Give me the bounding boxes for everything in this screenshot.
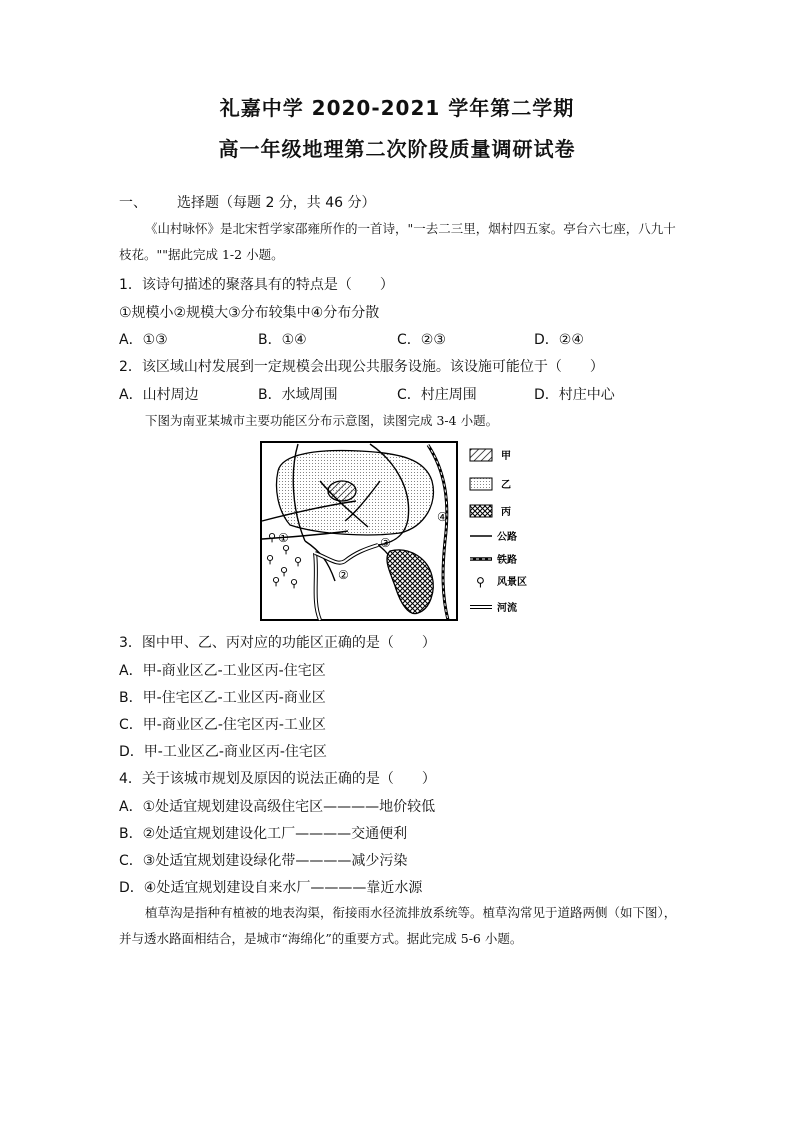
option-b: B．①④ — [258, 332, 307, 348]
marker-1: ① — [278, 531, 289, 545]
option-d: D．村庄中心 — [534, 387, 615, 403]
question-3-option-c: C．甲-商业区乙-住宅区丙-工业区 — [119, 717, 326, 733]
svg-text:⚲: ⚲ — [272, 575, 281, 588]
section-title: 选择题（每题 2 分，共 46 分） — [177, 195, 376, 211]
legend-scenic: 风景区 — [497, 577, 527, 588]
question-4-stem: 4．关于该城市规划及原因的说法正确的是（ ） — [119, 771, 436, 787]
legend-jia: 甲 — [501, 451, 511, 462]
marker-2: ② — [338, 568, 349, 582]
legend-road: 公路 — [497, 532, 517, 543]
question-3-option-a: A．甲-商业区乙-工业区丙-住宅区 — [119, 663, 326, 679]
marker-3: ③ — [380, 536, 391, 550]
exam-title-line1: 礼嘉中学 2020-2021 学年第二学期 — [219, 96, 575, 120]
svg-text:⚲: ⚲ — [266, 553, 275, 566]
question-4-option-a: A．①处适宜规划建设高级住宅区————地价较低 — [119, 799, 436, 815]
option-a: A．山村周边 — [119, 387, 199, 403]
question-3-option-d: D．甲-工业区乙-商业区丙-住宅区 — [119, 744, 327, 760]
city-function-zone-map — [260, 441, 530, 622]
marker-4: ④ — [437, 510, 448, 524]
svg-text:⚲: ⚲ — [294, 555, 303, 568]
svg-text:⚲: ⚲ — [476, 575, 485, 589]
map-legend — [470, 449, 527, 614]
svg-text:⚲: ⚲ — [282, 543, 291, 556]
legend-river: 河流 — [497, 603, 517, 614]
passage-2: 下图为南亚某城市主要功能区分布示意图，读图完成 3-4 小题。 — [145, 413, 499, 428]
legend-railway: 铁路 — [497, 555, 517, 566]
passage-1: 《山村咏怀》是北宋哲学家邵雍所作的一首诗，"一去二三里，烟村四五家。亭台六七座，八九十枝花。""据此完成 1-2 小题。 — [119, 221, 676, 262]
svg-text:⚲: ⚲ — [280, 565, 289, 578]
question-4-option-b: B．②处适宜规划建设化工厂————交通便利 — [119, 826, 408, 842]
exam-title-line2: 高一年级地理第二次阶段质量调研试卷 — [218, 137, 576, 161]
section-number: 一、 — [119, 195, 147, 211]
svg-text:⚲: ⚲ — [268, 531, 277, 544]
passage-3: 植草沟是指种有植被的地表沟渠，衔接雨水径流排放系统等。植草沟常见于道路两侧（如下图），并与透水路面相结合，是城市“海绵化”的重要方式。据此完成 5-6 小题。 — [119, 905, 677, 946]
option-d: D．②④ — [534, 332, 584, 348]
question-2-stem: 2．该区域山村发展到一定规模会出现公共服务设施。该设施可能位于（ ） — [119, 359, 604, 375]
svg-text:⚲: ⚲ — [290, 577, 299, 590]
question-1-statements: ①规模小②规模大③分布较集中④分布分散 — [119, 305, 380, 321]
question-4-option-d: D．④处适宜规划建设自来水厂————靠近水源 — [119, 880, 423, 896]
option-b: B．水域周围 — [258, 387, 338, 403]
question-1-stem: 1．该诗句描述的聚落具有的特点是（ ） — [119, 277, 394, 293]
legend-yi: 乙 — [501, 480, 511, 491]
question-4-option-c: C．③处适宜规划建设绿化带————减少污染 — [119, 853, 408, 869]
option-c: C．②③ — [397, 332, 446, 348]
zone-jia — [328, 481, 356, 501]
question-3-option-b: B．甲-住宅区乙-工业区丙-商业区 — [119, 690, 326, 706]
option-c: C．村庄周围 — [397, 387, 477, 403]
option-a: A．①③ — [119, 332, 168, 348]
question-3-stem: 3．图中甲、乙、丙对应的功能区正确的是（ ） — [119, 635, 436, 651]
legend-bing: 丙 — [501, 507, 511, 518]
